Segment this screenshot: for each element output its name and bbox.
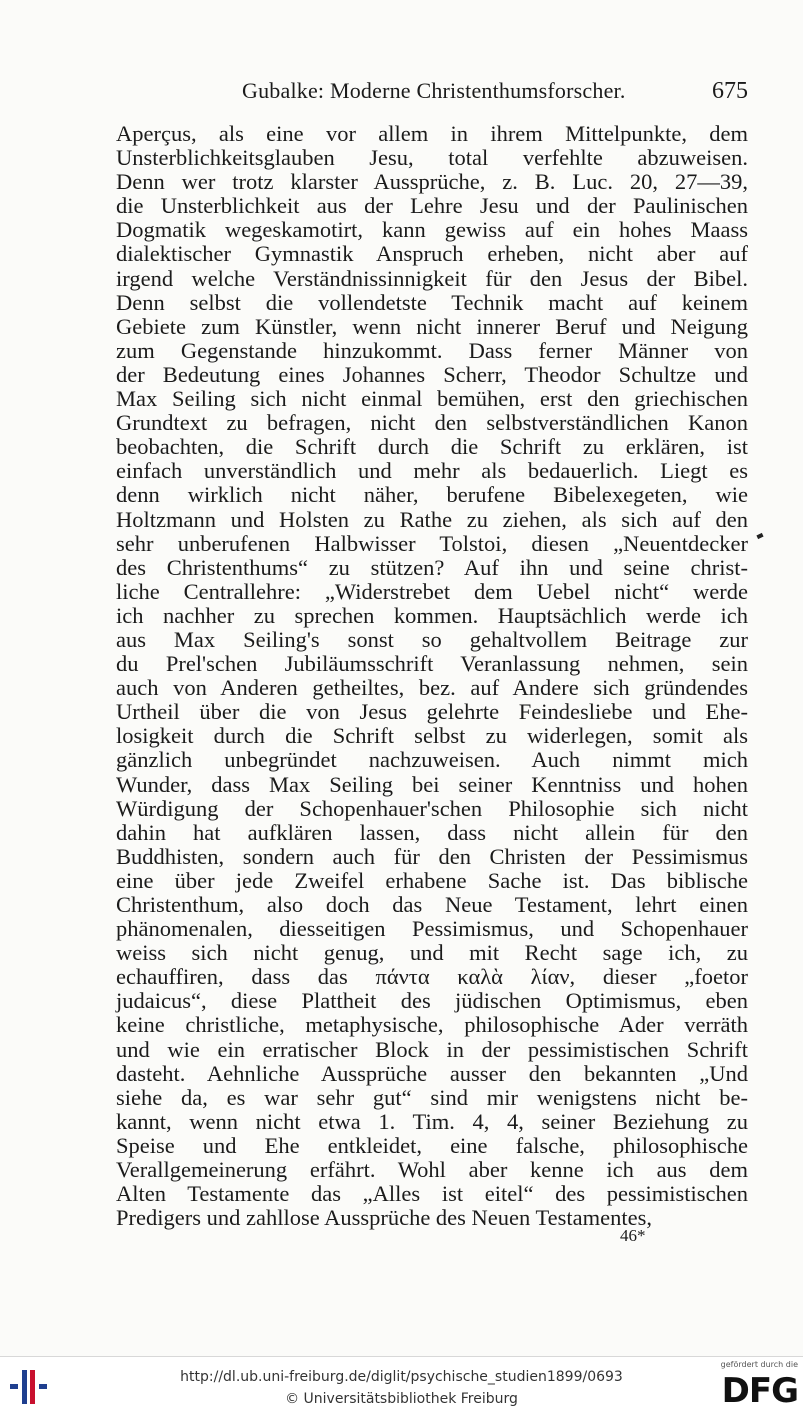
- text-line: ich nachher zu sprechen kommen. Hauptsächlich werde ich: [116, 602, 748, 628]
- text-line: Würdigung der Schopenhauer'schen Philosophie sich nicht: [116, 795, 748, 821]
- text-line: gänzlich unbegründet nachzuweisen. Auch nimmt mich: [116, 747, 748, 773]
- text-line: Speise und Ehe entkleidet, eine falsche, philosophische: [116, 1132, 748, 1158]
- dfg-caption: gefördert durch die: [720, 1360, 798, 1369]
- footer: [0, 1356, 803, 1414]
- text-line: dahin hat aufklären lassen, dass nicht allein für den: [116, 819, 748, 845]
- text-line: Max Seiling sich nicht einmal bemühen, erst den griechischen: [116, 386, 748, 412]
- text-line: phänomenalen, diesseitigen Pessimismus, und Schopenhauer: [116, 916, 748, 942]
- text-line: Denn selbst die vollendetste Technik macht auf keinem: [116, 289, 748, 315]
- text-line: Grundtext zu befragen, nicht den selbstverständlichen Kanon: [116, 410, 748, 436]
- text-line: Aperçus, als eine vor allem in ihrem Mittelpunkte, dem: [116, 121, 748, 146]
- text-line: Gebiete zum Künstler, wenn nicht innerer Beruf und Neigung: [116, 313, 748, 339]
- text-line: auch von Anderen getheiltes, bez. auf Andere sich gründendes: [116, 675, 748, 701]
- text-line: beobachten, die Schrift durch die Schrift zu erklären, ist: [116, 434, 748, 460]
- running-head: [116, 78, 748, 110]
- signature-mark: 46*: [620, 1226, 646, 1245]
- text-line: Urtheil über die von Jesus gelehrte Feindesliebe und Ehe-: [116, 699, 748, 725]
- text-line: Predigers und zahllose Aussprüche des Neuen Testamentes,: [116, 1205, 653, 1231]
- margin-speck: [756, 533, 763, 539]
- text-line: denn wirklich nicht näher, berufene Bibelexegeten, wie: [116, 482, 748, 508]
- text-line: judaicus“, diese Plattheit des jüdischen Optimismus, eben: [116, 988, 748, 1014]
- text-line: Verallgemeinerung erfährt. Wohl aber kenne ich aus dem: [116, 1157, 748, 1183]
- text-line: zum Gegenstande hinzukommt. Dass ferner Männer von: [116, 337, 748, 363]
- text-line: Wunder, dass Max Seiling bei seiner Kenntniss und hohen: [116, 771, 748, 797]
- text-line: liche Centrallehre: „Widerstrebet dem Uebel nicht“ werde: [116, 578, 748, 604]
- text-line: keine christliche, metaphysische, philosophische Ader verräth: [116, 1012, 748, 1038]
- text-line: und wie ein erratischer Block in der pessimistischen Schrift: [116, 1036, 748, 1062]
- text-line: losigkeit durch die Schrift selbst zu widerlegen, somit als: [116, 723, 748, 749]
- text-line: Unsterblichkeitsglauben Jesu, total verfehlte abzuweisen.: [116, 145, 748, 171]
- text-line: sehr unberufenen Halbwisser Tolstoi, diesen „Neuentdecker: [116, 530, 748, 556]
- body-text: [116, 122, 748, 1230]
- text-line: Buddhisten, sondern auch für den Christen der Pessimismus: [116, 843, 748, 869]
- text-line: aus Max Seiling's sonst so gehaltvollem Beitrage zur: [116, 626, 748, 652]
- text-line: kannt, wenn nicht etwa 1. Tim. 4, 4, seiner Beziehung zu: [116, 1108, 748, 1134]
- dfg-letters: DFG: [721, 1371, 798, 1411]
- text-line: irgend welche Verständnissinnigkeit für den Jesus der Bibel.: [116, 265, 748, 291]
- page-number: 675: [712, 78, 748, 104]
- text-line: dasteht. Aehnliche Aussprüche ausser den bekannten „Und: [116, 1060, 748, 1086]
- text-line: Alten Testamente das „Alles ist eitel“ des pessimistischen: [116, 1181, 748, 1207]
- text-line: des Christenthums“ zu stützen? Auf ihn und seine christ-: [116, 554, 748, 580]
- text-line: Christenthum, also doch das Neue Testament, lehrt einen: [116, 892, 748, 917]
- text-line: du Prel'schen Jubiläumsschrift Veranlassung nehmen, sein: [116, 651, 748, 677]
- text-line: echauffiren, dass das πάντα καλὰ λίαν, dieser „foetor: [116, 964, 748, 990]
- text-line: Denn wer trotz klarster Aussprüche, z. B. Luc. 20, 27—39,: [116, 169, 748, 195]
- footer-copyright: © Universitätsbibliothek Freiburg: [285, 1391, 518, 1407]
- text-line: eine über jede Zweifel erhabene Sache ist. Das biblische: [116, 867, 748, 893]
- footer-url[interactable]: http://dl.ub.uni-freiburg.de/diglit/psychische_studien1899/0693: [180, 1369, 623, 1385]
- text-line: Holtzmann und Holsten zu Rathe zu ziehen, als sich auf den: [116, 506, 748, 532]
- text-line: die Unsterblichkeit aus der Lehre Jesu und der Paulinischen: [116, 193, 748, 219]
- text-line: Dogmatik wegeskamotirt, kann gewiss auf ein hohes Maass: [116, 217, 748, 243]
- text-line: siehe da, es war sehr gut“ sind mir wenigstens nicht be-: [116, 1084, 748, 1110]
- text-line: der Bedeutung eines Johannes Scherr, Theodor Schultze und: [116, 361, 748, 387]
- dfg-logo: [706, 1360, 798, 1412]
- text-line: einfach unverständlich und mehr als bedauerlich. Liegt es: [116, 458, 748, 484]
- running-title: Gubalke: Moderne Christenthumsforscher.: [242, 78, 626, 103]
- text-line: weiss sich nicht genug, und mit Recht sage ich, zu: [116, 940, 748, 966]
- text-line: dialektischer Gymnastik Anspruch erheben, nicht aber auf: [116, 241, 748, 267]
